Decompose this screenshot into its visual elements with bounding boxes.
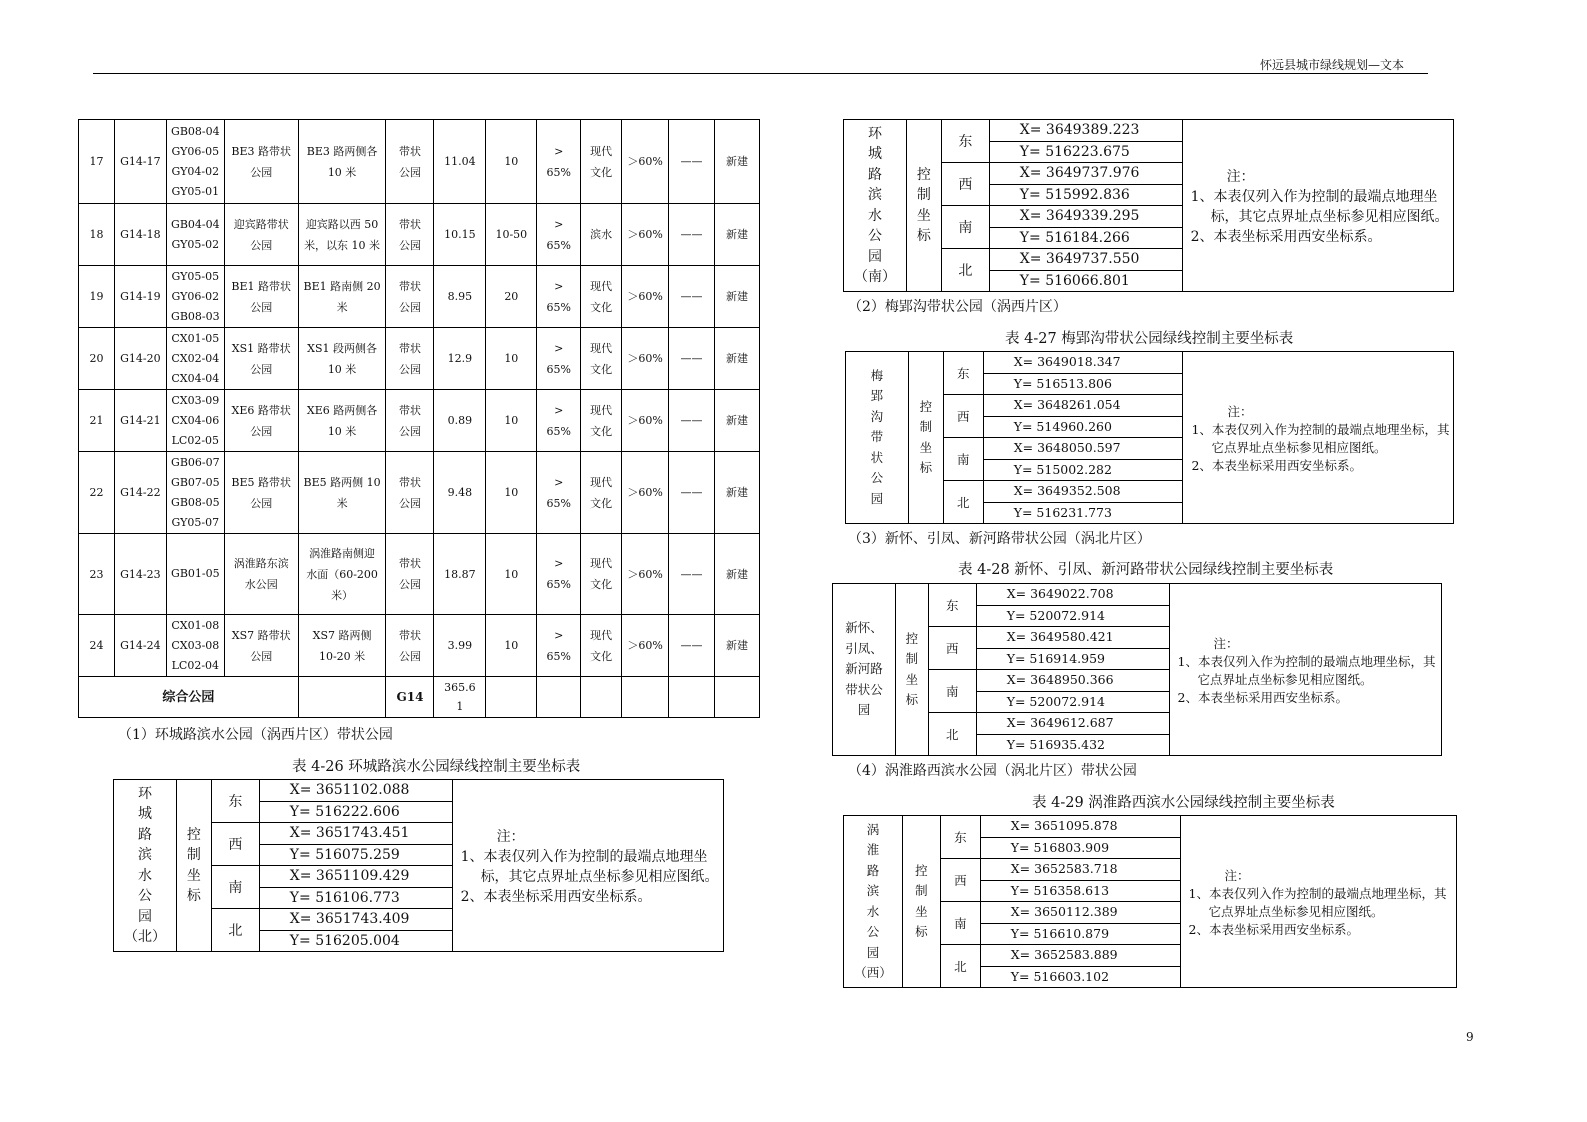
cell-status: 新建 [715, 120, 760, 204]
cell-code: G14-23 [114, 534, 166, 615]
coordinate-y-cell: Y= 516935.432 [976, 734, 1169, 756]
cell-dash: —— [669, 120, 715, 204]
note-line: 1、本表仅列入作为控制的最端点地理坐标，其它点界址点坐标参见相应图纸。 [1177, 653, 1436, 687]
cell-area: 0.89 [434, 390, 486, 452]
cell-type: 带状 公园 [386, 452, 434, 534]
direction-cell: 南 [941, 206, 989, 249]
cell-width: 20 [486, 266, 537, 328]
cell-status: 新建 [715, 204, 760, 266]
cell-plots: CX03-09 CX04-06 LC02-05 [166, 390, 224, 452]
coord-table-huancheng-south [843, 119, 1454, 292]
total-area: 365.6 1 [434, 677, 486, 718]
coordinate-x-cell: X= 3649352.508 [983, 481, 1183, 503]
coordinate-y-cell: Y= 516603.102 [980, 966, 1180, 988]
cell-width: 10 [486, 534, 537, 615]
note-cell [1180, 816, 1456, 988]
cell-theme: 现代 文化 [581, 534, 622, 615]
direction-cell: 北 [940, 945, 980, 988]
cell-plots: GY05-05 GY06-02 GB08-03 [166, 266, 224, 328]
coordinate-x-cell: X= 3652583.889 [980, 945, 1180, 967]
note-line: 1、本表仅列入作为控制的最端点地理坐标，其它点界址点坐标参见相应图纸。 [1190, 188, 1449, 225]
cell-dash: —— [669, 615, 715, 677]
cell-type: 带状 公园 [386, 204, 434, 266]
coordinate-x-cell: X= 3648950.366 [976, 670, 1169, 692]
cell-no: 20 [79, 328, 115, 390]
cell-scope: 涡淮路南侧迎 水面（60-200 米） [298, 534, 386, 615]
control-label-cell: 控 制 坐 标 [908, 352, 943, 524]
coordinate-y-cell: Y= 516803.909 [980, 837, 1180, 859]
coord-row [846, 352, 1454, 374]
cell-theme: 现代 文化 [581, 615, 622, 677]
direction-cell: 西 [941, 163, 989, 206]
cell-status: 新建 [715, 452, 760, 534]
direction-cell: 北 [928, 713, 976, 756]
coordinate-y-cell: Y= 516231.773 [983, 502, 1183, 524]
table-row [79, 266, 760, 328]
cell-green-rate: > 65% [537, 328, 581, 390]
total-row [79, 677, 760, 718]
cell-dash: —— [669, 328, 715, 390]
coordinate-x-cell: X= 3649339.295 [989, 206, 1182, 228]
cell-type: 带状 公园 [386, 266, 434, 328]
cell-theme: 现代 文化 [581, 120, 622, 204]
cell-name: BE1 路带状 公园 [224, 266, 298, 328]
section-4-table-title: 表 4-29 涡淮路西滨水公园绿线控制主要坐标表 [1032, 795, 1335, 811]
cell-cover: ＞60% [622, 615, 669, 677]
total-label: 综合公园 [79, 677, 299, 718]
table-row [79, 120, 760, 204]
total-empty [298, 677, 386, 718]
direction-cell: 东 [941, 120, 989, 163]
coord-table-4-27 [845, 351, 1454, 524]
coordinate-x-cell: X= 3651743.451 [259, 823, 452, 845]
cell-name: 涡淮路东滨 水公园 [224, 534, 298, 615]
coord-row [114, 780, 724, 802]
cell-plots: GB08-04 GY06-05 GY04-02 GY05-01 [166, 120, 224, 204]
cell-dash: —— [669, 452, 715, 534]
cell-plots: CX01-05 CX02-04 CX04-04 [166, 328, 224, 390]
cell-no: 19 [79, 266, 115, 328]
total-code: G14 [386, 677, 434, 718]
note-line: 1、本表仅列入作为控制的最端点地理坐标，其它点界址点坐标参见相应图纸。 [1191, 421, 1450, 455]
table-row [79, 534, 760, 615]
cell-no: 24 [79, 615, 115, 677]
cell-status: 新建 [715, 266, 760, 328]
table-row [79, 204, 760, 266]
cell-width: 10 [486, 615, 537, 677]
park-name-cell: 涡 淮 路 滨 水 公 园 （西） [844, 816, 903, 988]
cell-width: 10 [486, 120, 537, 204]
note-line: 2、本表坐标采用西安坐标系。 [1190, 228, 1382, 245]
cell-area: 3.99 [434, 615, 486, 677]
coordinate-x-cell: X= 3649737.550 [989, 249, 1182, 271]
cell-cover: ＞60% [622, 120, 669, 204]
cell-no: 21 [79, 390, 115, 452]
note-line: 2、本表坐标采用西安坐标系。 [1188, 921, 1359, 937]
cell-area: 8.95 [434, 266, 486, 328]
cell-name: BE3 路带状 公园 [224, 120, 298, 204]
park-name-cell: 梅 郢 沟 带 状 公 园 [846, 352, 909, 524]
cell-area: 10.15 [434, 204, 486, 266]
cell-no: 22 [79, 452, 115, 534]
note-line: 2、本表坐标采用西安坐标系。 [1177, 689, 1348, 705]
cell-scope: BE3 路两侧各 10 米 [298, 120, 386, 204]
coordinate-x-cell: X= 3649018.347 [983, 352, 1183, 374]
cell-green-rate: > 65% [537, 204, 581, 266]
section-3-caption: （3）新怀、引凤、新河路带状公园（涡北片区） [848, 531, 1151, 547]
cell-no: 18 [79, 204, 115, 266]
cell-scope: XS7 路两侧 10-20 米 [298, 615, 386, 677]
cell-code: G14-24 [114, 615, 166, 677]
cell-name: 迎宾路带状 公园 [224, 204, 298, 266]
coordinate-y-cell: Y= 516610.879 [980, 923, 1180, 945]
cell-scope: XS1 段两侧各 10 米 [298, 328, 386, 390]
cell-dash: —— [669, 534, 715, 615]
cell-cover: ＞60% [622, 266, 669, 328]
coordinate-x-cell: X= 3649580.421 [976, 627, 1169, 649]
cell-plots: GB01-05 [166, 534, 224, 615]
coordinate-y-cell: Y= 516914.959 [976, 648, 1169, 670]
cell-green-rate: > 65% [537, 615, 581, 677]
park-name-cell: 环 城 路 滨 水 公 园 （南） [844, 120, 907, 292]
coordinate-y-cell: Y= 516358.613 [980, 880, 1180, 902]
cell-plots: GB04-04 GY05-02 [166, 204, 224, 266]
cell-no: 23 [79, 534, 115, 615]
direction-cell: 东 [211, 780, 259, 823]
section-1-table-title: 表 4-26 环城路滨水公园绿线控制主要坐标表 [292, 759, 581, 775]
coordinate-x-cell: X= 3651743.409 [259, 909, 452, 931]
coordinate-y-cell: Y= 520072.914 [976, 605, 1169, 627]
direction-cell: 北 [943, 481, 983, 524]
cell-dash: —— [669, 266, 715, 328]
cell-width: 10 [486, 390, 537, 452]
coordinate-x-cell: X= 3648261.054 [983, 395, 1183, 417]
table-row [79, 452, 760, 534]
park-list-table [78, 119, 760, 718]
coordinate-y-cell: Y= 520072.914 [976, 691, 1169, 713]
note-title: 注： [1227, 403, 1253, 419]
coordinate-y-cell: Y= 516205.004 [259, 930, 452, 952]
coordinate-x-cell: X= 3652583.718 [980, 859, 1180, 881]
coordinate-y-cell: Y= 515002.282 [983, 459, 1183, 481]
note-line: 1、本表仅列入作为控制的最端点地理坐标，其它点界址点坐标参见相应图纸。 [460, 848, 719, 885]
cell-code: G14-18 [114, 204, 166, 266]
coordinate-y-cell: Y= 514960.260 [983, 416, 1183, 438]
coord-row [844, 816, 1457, 838]
coordinate-x-cell: X= 3648050.597 [983, 438, 1183, 460]
header-rule [93, 73, 1428, 74]
cell-type: 带状 公园 [386, 120, 434, 204]
cell-code: G14-21 [114, 390, 166, 452]
coordinate-x-cell: X= 3649737.976 [989, 163, 1182, 185]
direction-cell: 南 [940, 902, 980, 945]
cell-green-rate: > 65% [537, 390, 581, 452]
cell-scope: BE5 路两侧 10 米 [298, 452, 386, 534]
park-name-cell: 新怀、 引凤、 新河路 带状公 园 [833, 584, 896, 756]
park-name-cell: 环 城 路 滨 水 公 园 （北） [114, 780, 177, 952]
direction-cell: 东 [943, 352, 983, 395]
note-cell [1183, 352, 1454, 524]
control-label-cell: 控 制 坐 标 [902, 816, 940, 988]
note-cell [452, 780, 723, 952]
coordinate-y-cell: Y= 516066.801 [989, 270, 1182, 292]
cell-type: 带状 公园 [386, 534, 434, 615]
cell-scope: XE6 路两侧各 10 米 [298, 390, 386, 452]
control-label-cell: 控 制 坐 标 [906, 120, 941, 292]
cell-theme: 现代 文化 [581, 452, 622, 534]
cell-width: 10 [486, 328, 537, 390]
section-3-table-title: 表 4-28 新怀、引凤、新河路带状公园绿线控制主要坐标表 [958, 562, 1334, 578]
coordinate-y-cell: Y= 516075.259 [259, 844, 452, 866]
cell-green-rate: > 65% [537, 120, 581, 204]
coordinate-x-cell: X= 3649612.687 [976, 713, 1169, 735]
coordinate-x-cell: X= 3651109.429 [259, 866, 452, 888]
cell-green-rate: > 65% [537, 534, 581, 615]
cell-cover: ＞60% [622, 534, 669, 615]
cell-area: 18.87 [434, 534, 486, 615]
note-cell [1182, 120, 1453, 292]
coordinate-y-cell: Y= 515992.836 [989, 184, 1182, 206]
coordinate-y-cell: Y= 516222.606 [259, 801, 452, 823]
coordinate-x-cell: X= 3651095.878 [980, 816, 1180, 838]
coordinate-x-cell: X= 3649022.708 [976, 584, 1169, 606]
control-label-cell: 控 制 坐 标 [895, 584, 928, 756]
page-number: 9 [1466, 1030, 1474, 1044]
direction-cell: 西 [928, 627, 976, 670]
cell-scope: BE1 路南侧 20 米 [298, 266, 386, 328]
note-line: 2、本表坐标采用西安坐标系。 [460, 888, 652, 905]
table-row [79, 328, 760, 390]
cell-scope: 迎宾路以西 50 米，以东 10 米 [298, 204, 386, 266]
direction-cell: 北 [211, 909, 259, 952]
direction-cell: 南 [928, 670, 976, 713]
cell-code: G14-20 [114, 328, 166, 390]
direction-cell: 北 [941, 249, 989, 292]
cell-no: 17 [79, 120, 115, 204]
cell-status: 新建 [715, 615, 760, 677]
coord-row [833, 584, 1442, 606]
cell-width: 10 [486, 452, 537, 534]
cell-type: 带状 公园 [386, 615, 434, 677]
cell-code: G14-19 [114, 266, 166, 328]
note-title: 注： [1213, 635, 1239, 651]
note-title: 注： [1226, 168, 1255, 185]
cell-name: BE5 路带状 公园 [224, 452, 298, 534]
cell-theme: 现代 文化 [581, 390, 622, 452]
direction-cell: 南 [943, 438, 983, 481]
cell-area: 9.48 [434, 452, 486, 534]
cell-width: 10-50 [486, 204, 537, 266]
coordinate-x-cell: X= 3650112.389 [980, 902, 1180, 924]
cell-status: 新建 [715, 328, 760, 390]
cell-theme: 现代 文化 [581, 328, 622, 390]
section-1-caption: （1）环城路滨水公园（涡西片区）带状公园 [118, 727, 393, 743]
coord-row [844, 120, 1454, 142]
coordinate-y-cell: Y= 516223.675 [989, 141, 1182, 163]
cell-code: G14-22 [114, 452, 166, 534]
cell-status: 新建 [715, 534, 760, 615]
cell-plots: GB06-07 GB07-05 GB08-05 GY05-07 [166, 452, 224, 534]
cell-type: 带状 公园 [386, 390, 434, 452]
control-label-cell: 控 制 坐 标 [176, 780, 211, 952]
note-line: 2、本表坐标采用西安坐标系。 [1191, 457, 1362, 473]
table-row [79, 390, 760, 452]
cell-name: XS7 路带状 公园 [224, 615, 298, 677]
cell-green-rate: > 65% [537, 452, 581, 534]
cell-status: 新建 [715, 390, 760, 452]
cell-area: 11.04 [434, 120, 486, 204]
note-line: 1、本表仅列入作为控制的最端点地理坐标，其它点界址点坐标参见相应图纸。 [1188, 885, 1447, 919]
direction-cell: 西 [943, 395, 983, 438]
section-4-caption: （4）涡淮路西滨水公园（涡北片区）带状公园 [848, 763, 1137, 779]
direction-cell: 东 [940, 816, 980, 859]
cell-name: XS1 路带状 公园 [224, 328, 298, 390]
table-row [79, 615, 760, 677]
cell-green-rate: > 65% [537, 266, 581, 328]
coord-table-4-28 [832, 583, 1442, 756]
coordinate-x-cell: X= 3649389.223 [989, 120, 1182, 142]
cell-cover: ＞60% [622, 328, 669, 390]
direction-cell: 南 [211, 866, 259, 909]
cell-cover: ＞60% [622, 452, 669, 534]
cell-area: 12.9 [434, 328, 486, 390]
cell-cover: ＞60% [622, 390, 669, 452]
direction-cell: 东 [928, 584, 976, 627]
cell-code: G14-17 [114, 120, 166, 204]
cell-type: 带状 公园 [386, 328, 434, 390]
direction-cell: 西 [940, 859, 980, 902]
note-cell [1169, 584, 1441, 756]
coordinate-y-cell: Y= 516184.266 [989, 227, 1182, 249]
section-2-table-title: 表 4-27 梅郢沟带状公园绿线控制主要坐标表 [1005, 331, 1294, 347]
coordinate-y-cell: Y= 516513.806 [983, 373, 1183, 395]
coordinate-x-cell: X= 3651102.088 [259, 780, 452, 802]
cell-cover: ＞60% [622, 204, 669, 266]
cell-theme: 现代 文化 [581, 266, 622, 328]
cell-dash: —— [669, 390, 715, 452]
direction-cell: 西 [211, 823, 259, 866]
coordinate-y-cell: Y= 516106.773 [259, 887, 452, 909]
coord-table-4-26 [113, 779, 724, 952]
coord-table-4-29 [843, 815, 1457, 988]
cell-name: XE6 路带状 公园 [224, 390, 298, 452]
document-header-title: 怀远县城市绿线规划—文本 [1260, 58, 1405, 72]
note-title: 注： [496, 828, 525, 845]
cell-plots: CX01-08 CX03-08 LC02-04 [166, 615, 224, 677]
cell-dash: —— [669, 204, 715, 266]
section-2-caption: （2）梅郢沟带状公园（涡西片区） [848, 299, 1067, 315]
note-title: 注： [1224, 867, 1250, 883]
cell-theme: 滨水 [581, 204, 622, 266]
